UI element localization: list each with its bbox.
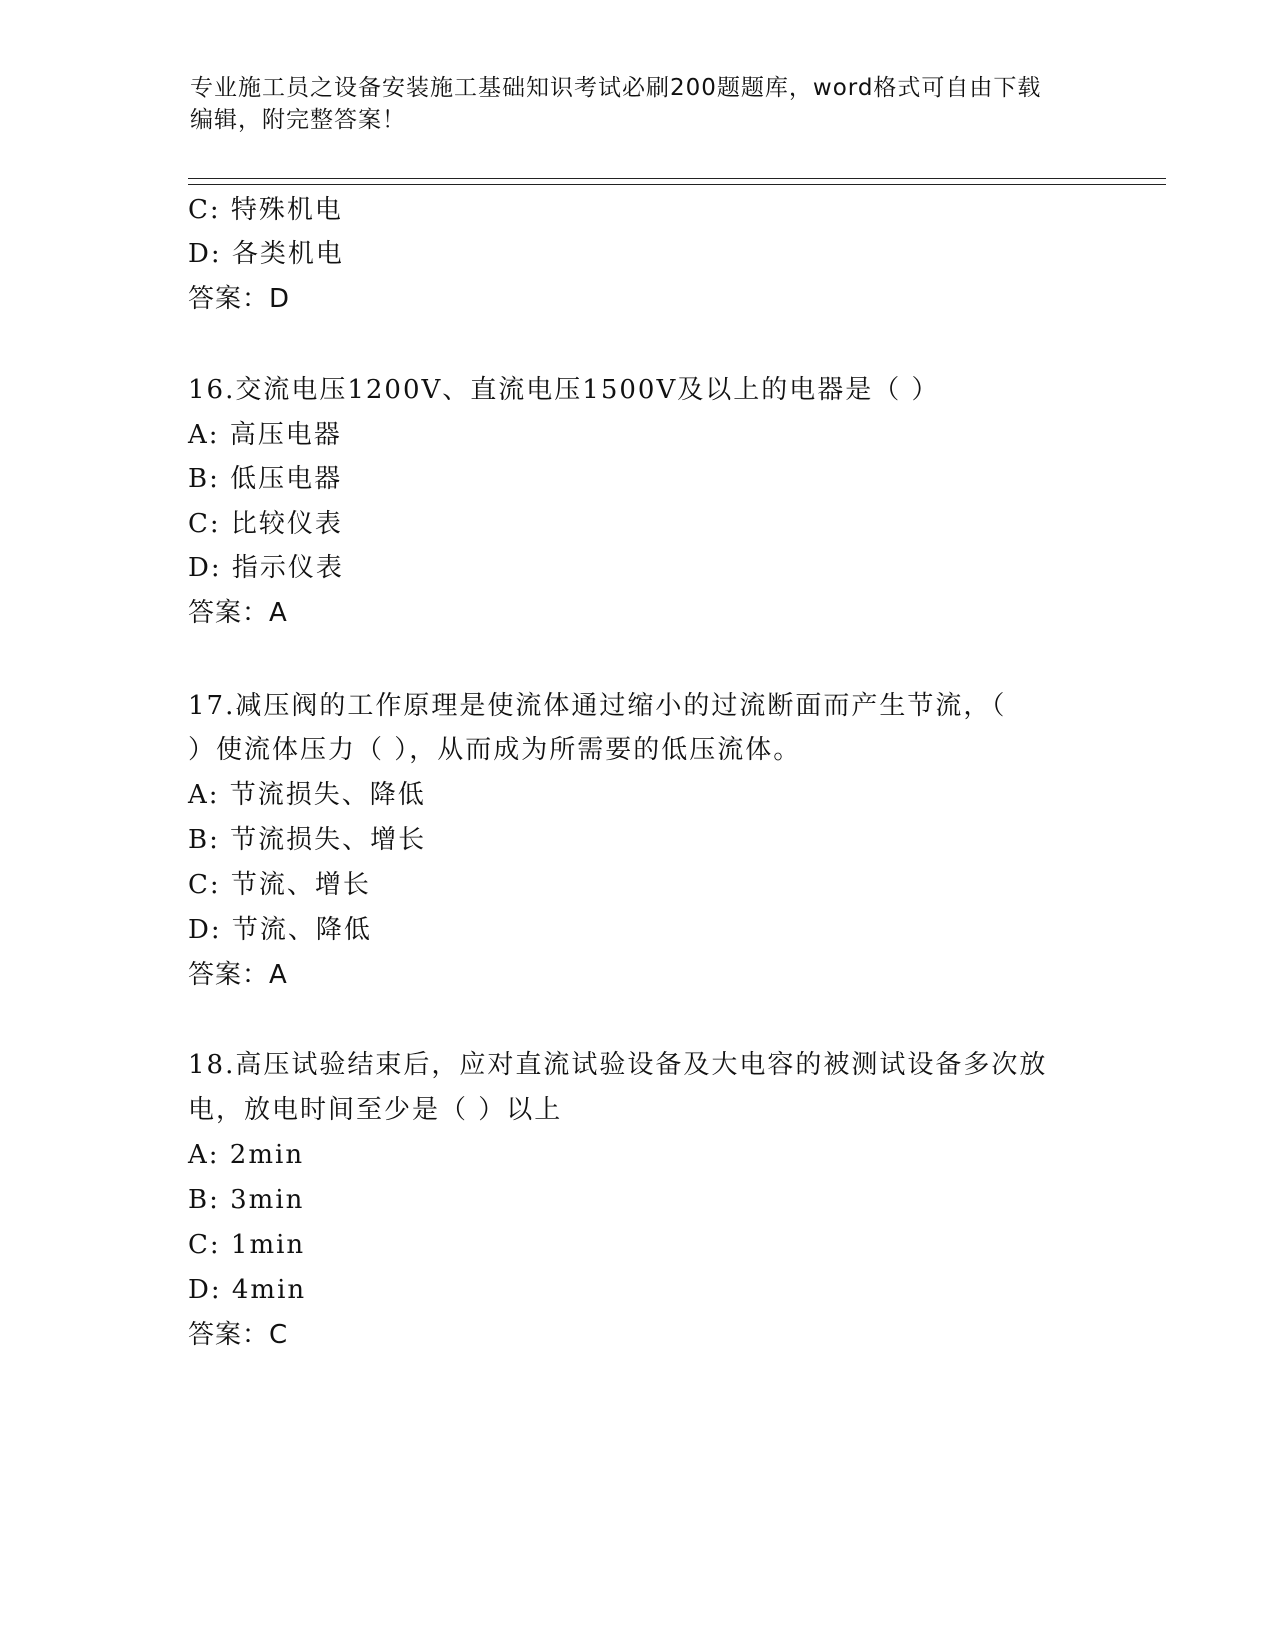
q17-option-d: D: 节流、降低 bbox=[188, 915, 372, 945]
q16-answer: 答案：A bbox=[188, 598, 288, 628]
q18-stem-line-1: 18.高压试验结束后，应对直流试验设备及大电容的被测试设备多次放 bbox=[188, 1050, 1048, 1080]
q18-answer: 答案：C bbox=[188, 1320, 289, 1350]
q18-option-a: A: 2min bbox=[188, 1140, 305, 1170]
q16-option-a: A: 高压电器 bbox=[188, 420, 342, 450]
q15-option-d: D: 各类机电 bbox=[188, 239, 344, 269]
q15-option-c: C: 特殊机电 bbox=[188, 195, 343, 225]
header-title-line-2: 编辑，附完整答案！ bbox=[190, 107, 406, 133]
q18-stem-line-2: 电，放电时间至少是（ ）以上 bbox=[188, 1095, 563, 1125]
q17-option-a: A: 节流损失、降低 bbox=[188, 780, 426, 810]
q15-answer: 答案：D bbox=[188, 284, 291, 314]
header-divider-top bbox=[188, 178, 1166, 179]
q18-option-c: C: 1min bbox=[188, 1230, 306, 1260]
q18-option-b: B: 3min bbox=[188, 1185, 305, 1215]
q17-stem-line-2: ）使流体压力（ ），从而成为所需要的低压流体。 bbox=[188, 735, 802, 765]
q16-option-c: C: 比较仪表 bbox=[188, 509, 343, 539]
q17-option-b: B: 节流损失、增长 bbox=[188, 825, 427, 855]
document-header bbox=[190, 72, 1090, 136]
q18-option-d: D: 4min bbox=[188, 1275, 307, 1305]
q17-option-c: C: 节流、增长 bbox=[188, 870, 371, 900]
q16-stem: 16.交流电压1200V、直流电压1500V及以上的电器是（ ） bbox=[188, 375, 940, 405]
header-divider-bottom bbox=[188, 184, 1166, 185]
q16-option-d: D: 指示仪表 bbox=[188, 553, 344, 583]
q17-answer: 答案：A bbox=[188, 960, 288, 990]
q16-option-b: B: 低压电器 bbox=[188, 464, 343, 494]
header-title-line-1: 专业施工员之设备安装施工基础知识考试必刷200题题库，word格式可自由下载 bbox=[190, 75, 1042, 101]
q17-stem-line-1: 17.减压阀的工作原理是使流体通过缩小的过流断面而产生节流，（ bbox=[188, 691, 1007, 721]
